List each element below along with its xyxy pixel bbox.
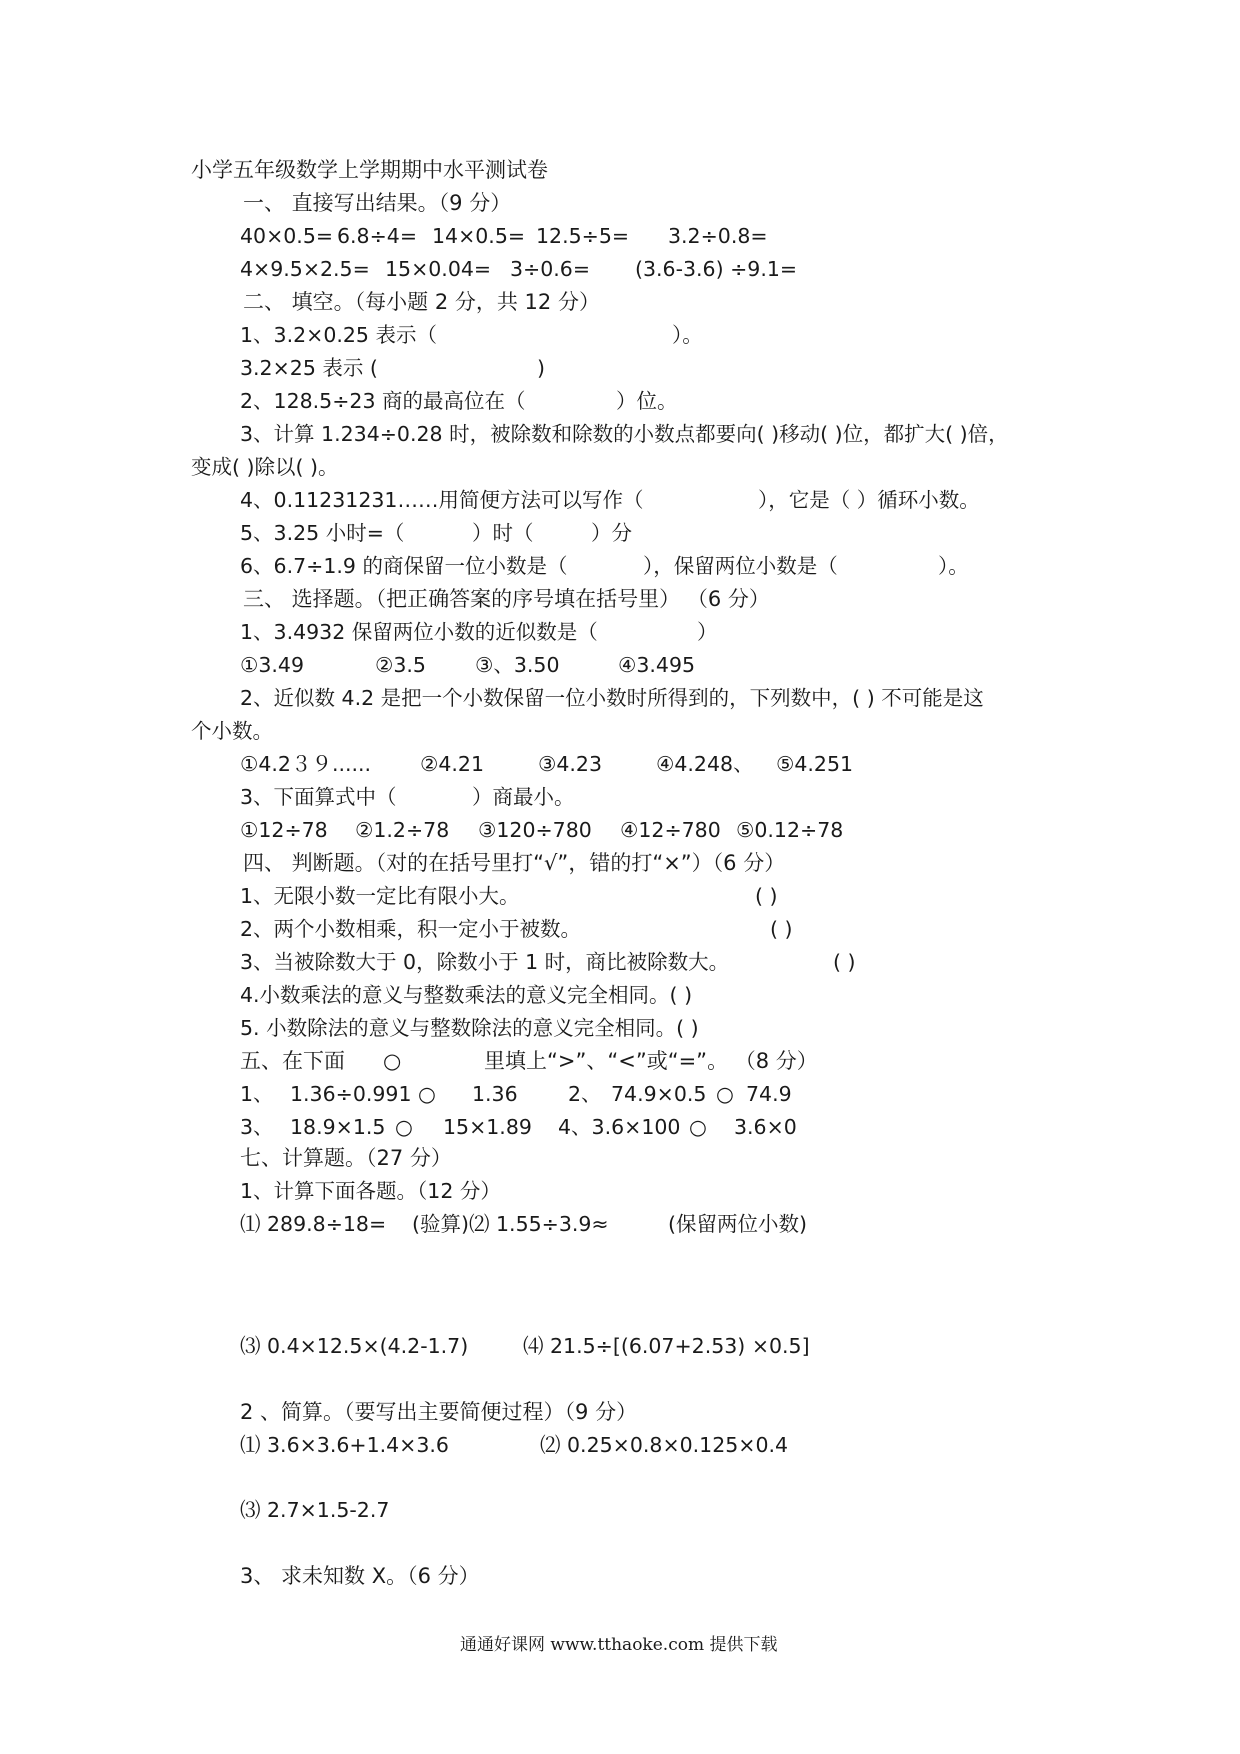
judge-paren: ( ) <box>770 917 793 941</box>
fill-q6a: 6、6.7÷1.9 的商保留一位小数是（ <box>240 554 568 578</box>
section1-heading: 一、 直接写出结果。（9 分） <box>243 191 512 215</box>
fill-q6c: ）。 <box>938 554 969 578</box>
choice-q1-option: ④3.495 <box>618 653 696 677</box>
simplify-problem: ⑴ 3.6×3.6+1.4×3.6 <box>240 1433 449 1457</box>
calc-sub3: 3、 求未知数 X。（6 分） <box>240 1564 480 1588</box>
choice-q3-option: ①12÷78 <box>240 818 328 842</box>
compare-circle: ○ <box>689 1115 707 1139</box>
section1-expr: 15×0.04= <box>385 257 492 281</box>
fill-q5b: ）时（ <box>472 521 534 545</box>
choice-q2-option: ②4.21 <box>420 752 485 776</box>
section1-expr: (3.6-3.6) ÷9.1= <box>635 257 798 281</box>
judge-item: 1、无限小数一定比有限小大。 <box>240 884 520 908</box>
choice-q3: 3、下面算式中（ <box>240 785 397 809</box>
section1-expr: 12.5÷5= <box>536 224 630 248</box>
judge-item: 5. 小数除法的意义与整数除法的意义完全相同。( ) <box>240 1016 699 1040</box>
compare-expr: 74.9×0.5 <box>611 1082 707 1106</box>
compare-label: 3、 <box>240 1115 274 1139</box>
section2-heading: 二、 填空。（每小题 2 分，共 12 分） <box>243 290 600 314</box>
calc-sub2: 2 、简算。（要写出主要简便过程）（9 分） <box>240 1400 638 1424</box>
fill-q2b: ）位。 <box>616 389 678 413</box>
choice-q3-end: ）商最小。 <box>472 785 575 809</box>
compare-expr: 4、3.6×100 <box>558 1115 681 1139</box>
section1-expr: 3.2÷0.8= <box>668 224 768 248</box>
section3-heading: 三、 选择题。（把正确答案的序号填在括号里） （6 分） <box>243 587 770 611</box>
choice-q2-option: ⑤4.251 <box>776 752 854 776</box>
compare-expr: 1.36÷0.991 ○ <box>290 1082 436 1106</box>
section4-heading: 四、 判断题。（对的在括号里打“√”，错的打“×”）（6 分） <box>243 851 786 875</box>
fill-q1b: 3.2×25 表示 ( <box>240 356 378 380</box>
choice-q2b: 个小数。 <box>191 719 273 743</box>
fill-q6b: ），保留两位小数是（ <box>643 554 838 578</box>
choice-q1: 1、3.4932 保留两位小数的近似数是（ <box>240 620 598 644</box>
choice-q3-option: ③120÷780 <box>478 818 592 842</box>
section1-expr: 3÷0.6= <box>510 257 590 281</box>
fill-q2a: 2、128.5÷23 商的最高位在（ <box>240 389 526 413</box>
choice-q1-option: ①3.49 <box>240 653 305 677</box>
choice-q1-end: ） <box>697 620 718 644</box>
fill-q3a: 3、计算 1.234÷0.28 时，被除数和除数的小数点都要向( )移动( )位，都扩大( )倍， <box>240 422 1009 446</box>
fill-q1b-end: ) <box>537 356 545 380</box>
compare-expr: 18.9×1.5 <box>290 1115 386 1139</box>
fill-q5c: ）分 <box>591 521 632 545</box>
section5-heading-a: 五、在下面 <box>240 1049 345 1073</box>
compare-expr: 15×1.89 <box>443 1115 532 1139</box>
section1-expr: 40×0.5= <box>240 224 334 248</box>
compare-expr: 3.6×0 <box>734 1115 797 1139</box>
compare-circle: ○ <box>716 1082 734 1106</box>
choice-q3-option: ②1.2÷78 <box>355 818 450 842</box>
choice-q2a: 2、近似数 4.2 是把一个小数保留一位小数时所得到的，下列数中，( ) 不可能是这 <box>240 686 984 710</box>
calc-problem: ⑷ 21.5÷[(6.07+2.53) ×0.5] <box>523 1334 810 1358</box>
fill-q3b: 变成( )除以( )。 <box>191 455 339 479</box>
choice-q1-option: ②3.5 <box>375 653 426 677</box>
fill-q1a-end: ）。 <box>672 323 703 347</box>
judge-paren: ( ) <box>755 884 778 908</box>
calc-note: (保留两位小数) <box>668 1212 807 1236</box>
choice-q2-option: ①4.2３９...... <box>240 752 372 776</box>
fill-q5a: 5、3.25 小时=（ <box>240 521 405 545</box>
choice-q3-option: ⑤0.12÷78 <box>736 818 844 842</box>
judge-item: 4.小数乘法的意义与整数乘法的意义完全相同。( ) <box>240 983 693 1007</box>
section1-expr: 14×0.5= <box>432 224 526 248</box>
choice-q3-option: ④12÷780 <box>620 818 721 842</box>
choice-q2-option: ③4.23 <box>538 752 603 776</box>
section1-expr: 4×9.5×2.5= <box>240 257 370 281</box>
choice-q2-option: ④4.248、 <box>656 752 754 776</box>
compare-label: 1、 <box>240 1082 274 1106</box>
page-footer: 通通好课网 www.tthaoke.com 提供下载 <box>460 1635 778 1655</box>
judge-item: 3、当被除数大于 0，除数小于 1 时，商比被除数大。 <box>240 950 730 974</box>
simplify-problem: ⑵ 0.25×0.8×0.125×0.4 <box>540 1433 789 1457</box>
compare-expr: 1.36 <box>472 1082 518 1106</box>
calc-problem: ⑴ 289.8÷18= <box>240 1212 387 1236</box>
fill-q1a: 1、3.2×0.25 表示（ <box>240 323 437 347</box>
section5-circle: ○ <box>383 1049 402 1073</box>
judge-item: 2、两个小数相乘，积一定小于被数。 <box>240 917 582 941</box>
fill-q4a: 4、0.11231231……用简便方法可以写作（ <box>240 488 644 512</box>
fill-q4b: ），它是（ ）循环小数。 <box>758 488 980 512</box>
compare-label: 2、 <box>568 1082 602 1106</box>
calc-sub1: 1、计算下面各题。（12 分） <box>240 1179 501 1203</box>
judge-paren: ( ) <box>833 950 856 974</box>
calc-problem: ⑶ 0.4×12.5×(4.2-1.7) <box>240 1334 469 1358</box>
section5-heading-b: 里填上“>”、“<”或“=”。 （8 分） <box>484 1049 818 1073</box>
choice-q1-option: ③、3.50 <box>475 653 560 677</box>
page-title: 小学五年级数学上学期期中水平测试卷 <box>191 158 548 182</box>
simplify-problem: ⑶ 2.7×1.5-2.7 <box>240 1498 390 1522</box>
calc-problem: (验算)⑵ 1.55÷3.9≈ <box>412 1212 609 1236</box>
section7-heading: 七、计算题。（27 分） <box>240 1146 452 1170</box>
section1-expr: 6.8÷4= <box>337 224 417 248</box>
compare-expr: 74.9 <box>746 1082 792 1106</box>
compare-circle: ○ <box>395 1115 413 1139</box>
